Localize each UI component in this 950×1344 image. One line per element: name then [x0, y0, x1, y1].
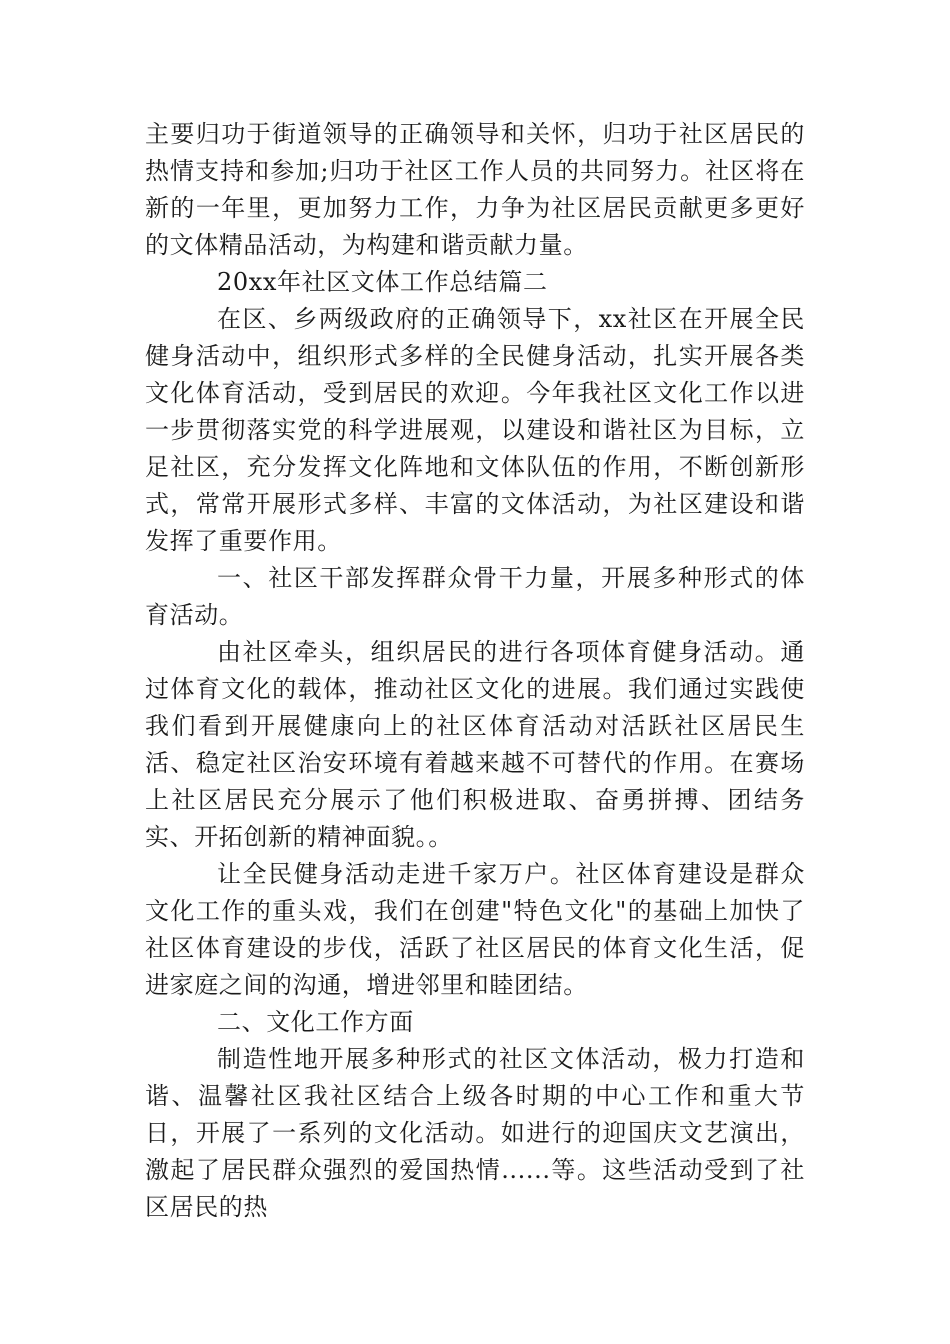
section-title: 20xx年社区文体工作总结篇二	[217, 268, 548, 296]
document-body	[145, 116, 805, 1226]
heading-section-two: 二、文化工作方面	[217, 1008, 414, 1036]
paragraph-intro: 在区、乡两级政府的正确领导下，xx社区在开展全民健身活动中，组织形式多样的全民健身活动，扎实开展各类文化体育活动，受到居民的欢迎。今年我社区文化工作以进一步贯彻落实党的科学进展观，以建设和谐社区为目标，立足社区，充分发挥文化阵地和文体队伍的作用，不断创新形式，常常开展形式多样、丰富的文体活动，为社区建设和谐发挥了重要作用。	[145, 305, 805, 555]
paragraph-fitness-households: 让全民健身活动走进千家万户。社区体育建设是群众文化工作的重头戏，我们在创建"特色文化"的基础上加快了社区体育建设的步伐，活跃了社区居民的体育文化生活，促进家庭之间的沟通，增进邻里和睦团结。	[145, 860, 805, 999]
heading-section-one: 一、社区干部发挥群众骨干力量，开展多种形式的体育活动。	[145, 564, 805, 629]
paragraph-continuation: 主要归功于街道领导的正确领导和关怀，归功于社区居民的热情支持和参加;归功于社区工作人员的共同努力。社区将在新的一年里，更加努力工作，力争为社区居民贡献更多更好的文体精品活动，为构建和谐贡献力量。	[145, 120, 805, 259]
paragraph-sports-activities: 由社区牵头，组织居民的进行各项体育健身活动。通过体育文化的载体，推动社区文化的进展。我们通过实践使我们看到开展健康向上的社区体育活动对活跃社区居民生活、稳定社区治安环境有着越来越不可替代的作用。在赛场上社区居民充分展示了他们积极进取、奋勇拼搏、团结务实、开拓创新的精神面貌。。	[145, 638, 805, 851]
paragraph-cultural-work: 制造性地开展多种形式的社区文体活动，极力打造和谐、温馨社区我社区结合上级各时期的中心工作和重大节日，开展了一系列的文化活动。如进行的迎国庆文艺演出，激起了居民群众强烈的爱国热情......等。这些活动受到了社区居民的热	[145, 1045, 805, 1221]
